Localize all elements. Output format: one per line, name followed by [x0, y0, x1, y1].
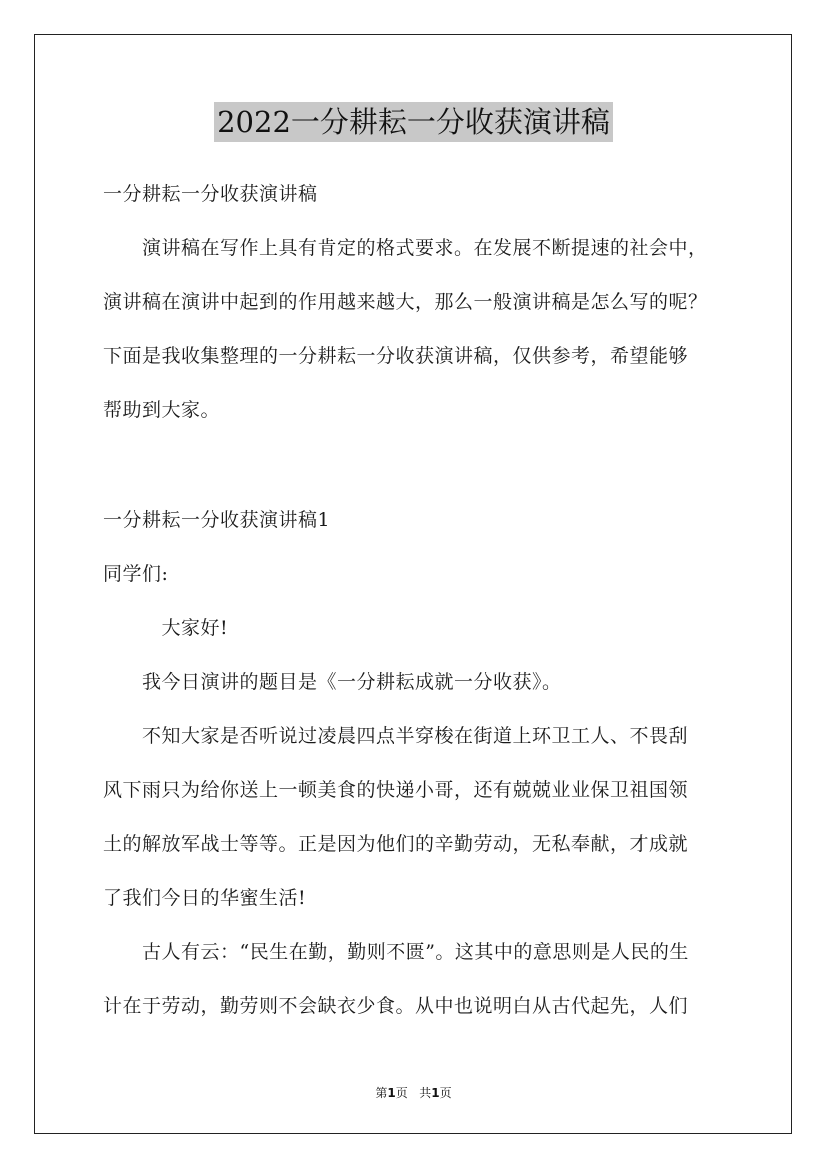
- document-subtitle: 一分耕耘一分收获演讲稿: [103, 183, 318, 205]
- salutation: 同学们:: [103, 563, 169, 585]
- section-heading: 一分耕耘一分收获演讲稿1: [103, 509, 331, 531]
- intro-line-3: 下面是我收集整理的一分耕耘一分收获演讲稿，仅供参考，希望能够: [103, 345, 689, 367]
- intro-line-4: 帮助到大家。: [103, 399, 221, 421]
- footer-total-label: 页: [439, 1086, 452, 1100]
- body-line-1: 我今日演讲的题目是《一分耕耘成就一分收获》。: [103, 671, 562, 693]
- body-line-5: 了我们今日的华蜜生活!: [103, 887, 307, 909]
- body-line-7: 计在于劳动，勤劳则不会缺衣少食。从中也说明白从古代起先，人们: [103, 995, 689, 1017]
- greeting: 大家好!: [103, 617, 229, 639]
- body-line-6: 古人有云：“民生在勤，勤则不匮”。这其中的意思则是人民的生: [103, 941, 689, 963]
- footer-total-prefix: 共: [419, 1086, 432, 1100]
- title-container: [0, 102, 827, 142]
- footer-page-label: 页: [395, 1086, 408, 1100]
- intro-line-2: 演讲稿在演讲中起到的作用越来越大，那么一般演讲稿是怎么写的呢？: [103, 291, 708, 313]
- footer-page-prefix: 第: [375, 1086, 388, 1100]
- page-footer: [0, 1085, 827, 1101]
- document-title: 2022一分耕耘一分收获演讲稿: [214, 102, 613, 142]
- footer-total-pages: 1: [431, 1086, 440, 1100]
- body-line-4: 土的解放军战士等等。正是因为他们的辛勤劳动，无私奉献，才成就: [103, 833, 689, 855]
- body-line-2: 不知大家是否听说过凌晨四点半穿梭在街道上环卫工人、不畏刮: [103, 725, 689, 747]
- intro-line-1: 演讲稿在写作上具有肯定的格式要求。在发展不断提速的社会中，: [103, 237, 708, 259]
- body-line-3: 风下雨只为给你送上一顿美食的快递小哥，还有兢兢业业保卫祖国领: [103, 779, 689, 801]
- footer-page-number: 1: [387, 1086, 396, 1100]
